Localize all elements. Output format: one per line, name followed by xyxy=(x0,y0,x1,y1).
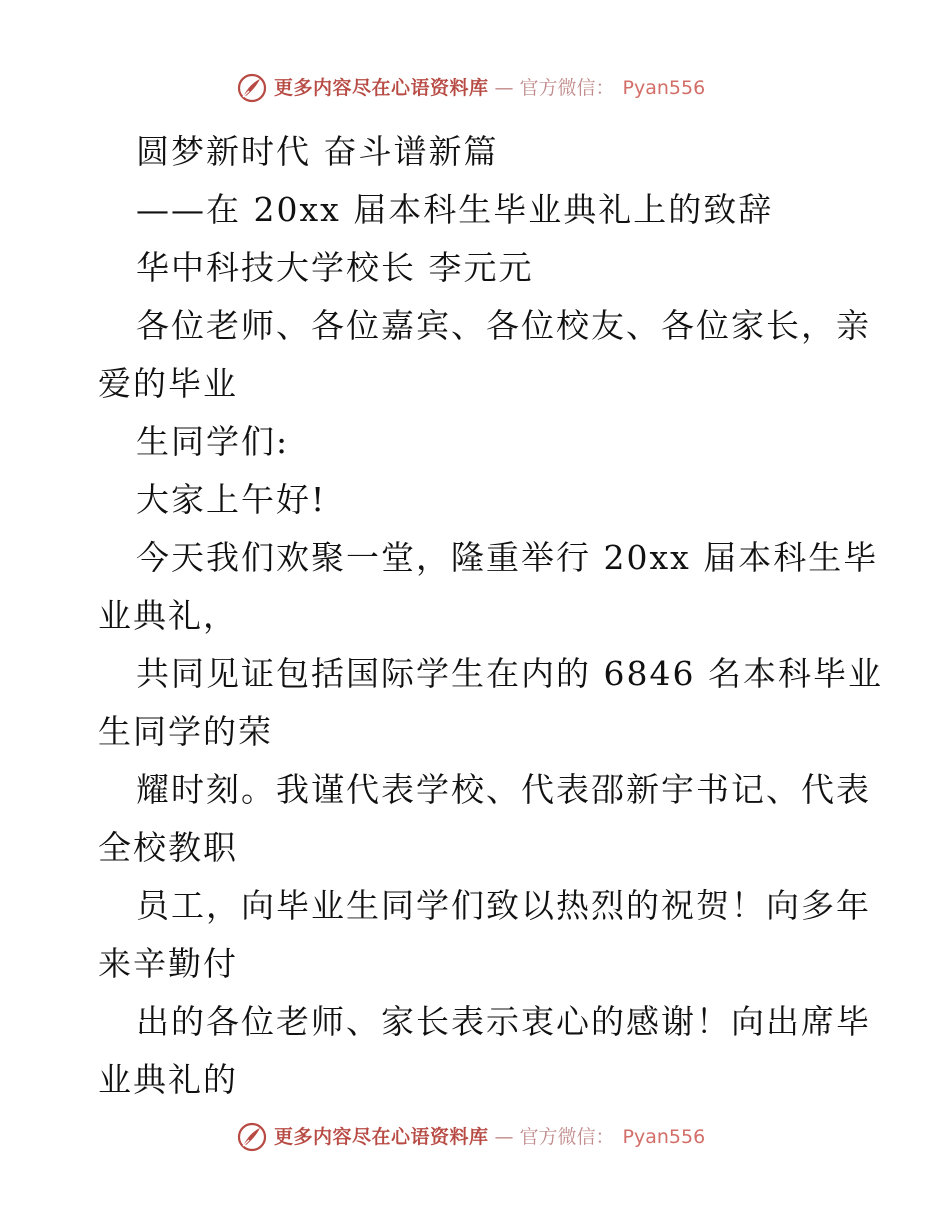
watermark-account-id: Pyan556 xyxy=(622,1125,706,1148)
watermark-main-text: 更多内容尽在心语资料库 xyxy=(274,76,489,99)
footer-watermark xyxy=(236,1121,705,1153)
watermark-main-text: 更多内容尽在心语资料库 xyxy=(274,1125,489,1148)
body-line: 共同见证包括国际学生在内的 6846 名本科毕业 xyxy=(136,654,883,693)
body-line: 爱的毕业 xyxy=(98,364,238,403)
watermark-separator: — xyxy=(494,1125,514,1148)
watermark-separator: — xyxy=(494,76,514,99)
header-watermark xyxy=(236,72,705,104)
body-line: 大家上午好! xyxy=(136,480,327,519)
body-line: 全校教职 xyxy=(98,828,238,867)
body-line: 生同学的荣 xyxy=(98,712,273,751)
quill-seal-icon xyxy=(236,72,268,104)
body-line: 来辛勤付 xyxy=(98,944,238,983)
body-line: 耀时刻。我谨代表学校、代表邵新宇书记、代表 xyxy=(136,770,871,809)
document-title: 圆梦新时代 奋斗谱新篇 xyxy=(136,132,499,171)
body-line: 今天我们欢聚一堂，隆重举行 20xx 届本科生毕 xyxy=(136,538,879,577)
document-subtitle: ——在 20xx 届本科生毕业典礼上的致辞 xyxy=(136,190,774,229)
watermark-account-label: 官方微信： xyxy=(519,76,615,99)
body-line: 业典礼， xyxy=(98,596,238,635)
quill-seal-icon xyxy=(236,1121,268,1153)
document-author: 华中科技大学校长 李元元 xyxy=(136,248,534,287)
body-line: 出的各位老师、家长表示衷心的感谢！向出席毕 xyxy=(136,1002,871,1041)
body-line: 生同学们: xyxy=(136,422,290,461)
body-line: 各位老师、各位嘉宾、各位校友、各位家长，亲 xyxy=(136,306,871,345)
document-body xyxy=(98,123,883,1109)
watermark-account-id: Pyan556 xyxy=(622,76,706,99)
body-line: 员工，向毕业生同学们致以热烈的祝贺！向多年 xyxy=(136,886,871,925)
body-line: 业典礼的 xyxy=(98,1060,238,1099)
watermark-account-label: 官方微信： xyxy=(519,1125,615,1148)
